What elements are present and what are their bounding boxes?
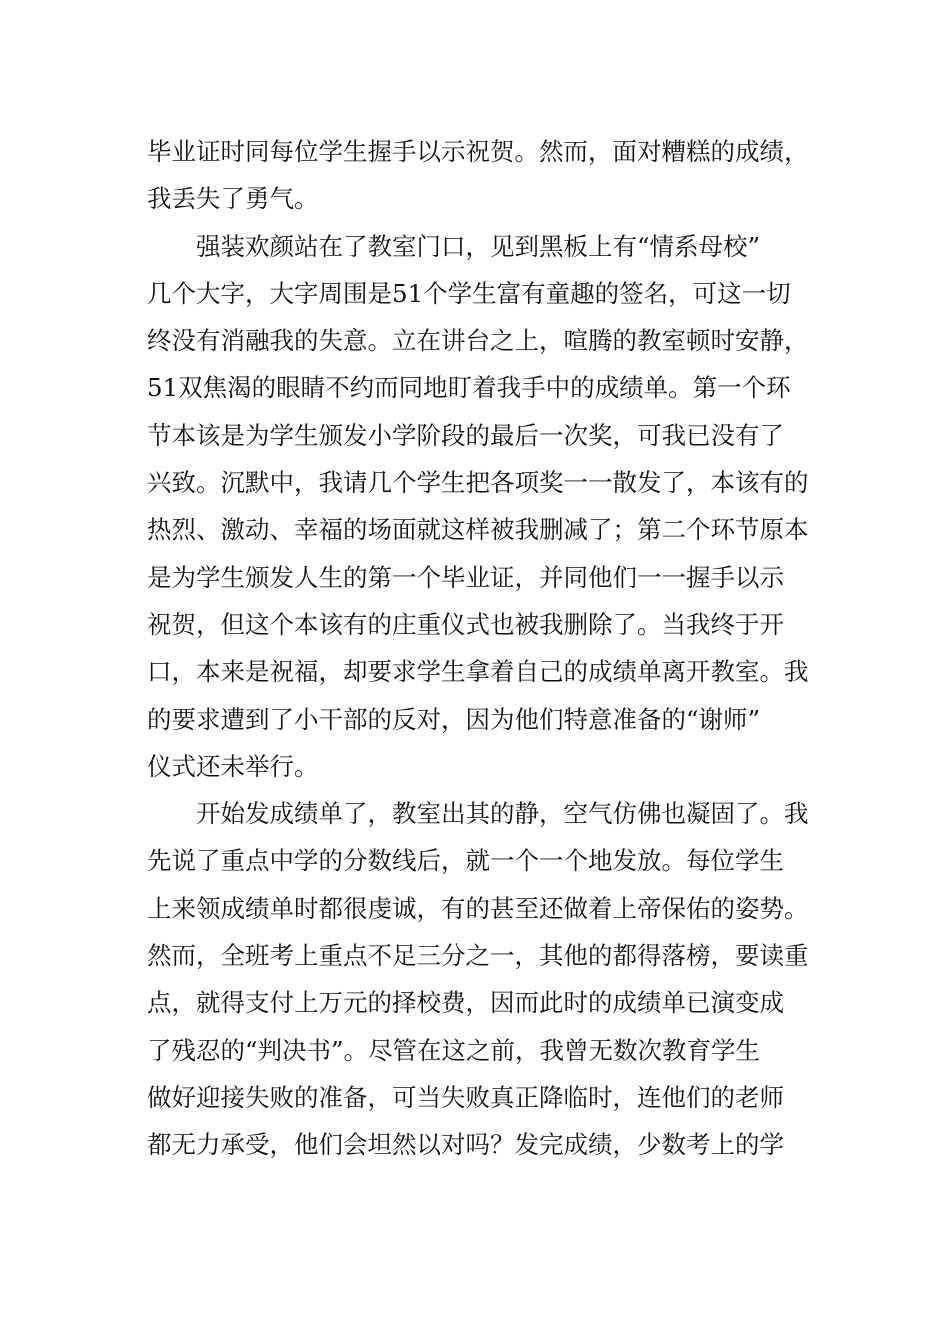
text-line: 是为学生颁发人生的第一个毕业证，并同他们一一握手以示	[147, 562, 784, 592]
text-line: 仪式还未举行。	[147, 751, 319, 781]
text-line: 口，本来是祝福，却要求学生拿着自己的成绩单离开教室。我	[147, 657, 809, 687]
text-line: 上来领成绩单时都很虔诚，有的甚至还做着上帝保佑的姿势。	[147, 893, 809, 923]
text-line: 51双焦渴的眼睛不约而同地盯着我手中的成绩单。第一个环	[147, 373, 791, 403]
body-text	[147, 128, 837, 1169]
text-line: 点，就得支付上万元的择校费，因而此时的成绩单已演变成	[147, 988, 784, 1018]
text-line: 都无力承受，他们会坦然以对吗？发完成绩，少数考上的学	[147, 1130, 784, 1160]
text-line: 先说了重点中学的分数线后，就一个一个地发放。每位学生	[147, 846, 784, 876]
text-line: 做好迎接失败的准备，可当失败真正降临时，连他们的老师	[147, 1082, 784, 1112]
text-line: 终没有消融我的失意。立在讲台之上，喧腾的教室顿时安静，	[147, 326, 809, 356]
text-line: 热烈、激动、幸福的场面就这样被我删减了；第二个环节原本	[147, 515, 809, 545]
text-line: 的要求遭到了小干部的反对，因为他们特意准备的“谢师”	[147, 704, 761, 734]
text-line: 兴致。沉默中，我请几个学生把各项奖一一散发了，本该有的	[147, 468, 809, 498]
paragraph-start-line: 开始发成绩单了，教室出其的静，空气仿佛也凝固了。我	[196, 799, 809, 829]
text-line: 然而，全班考上重点不足三分之一，其他的都得落榜，要读重	[147, 941, 809, 971]
text-line: 了残忍的“判决书”。尽管在这之前，我曾无数次教育学生	[147, 1035, 761, 1065]
text-line: 几个大字，大字周围是51个学生富有童趣的签名，可这一切	[147, 278, 791, 308]
text-line: 我丢失了勇气。	[147, 184, 319, 214]
text-line: 节本该是为学生颁发小学阶段的最后一次奖，可我已没有了	[147, 420, 784, 450]
text-line: 毕业证时同每位学生握手以示祝贺。然而，面对糟糕的成绩，	[147, 137, 809, 166]
paragraph-start-line: 强装欢颜站在了教室门口，见到黑板上有“情系母校”	[196, 231, 761, 261]
text-line: 祝贺，但这个本该有的庄重仪式也被我删除了。当我终于开	[147, 609, 784, 639]
